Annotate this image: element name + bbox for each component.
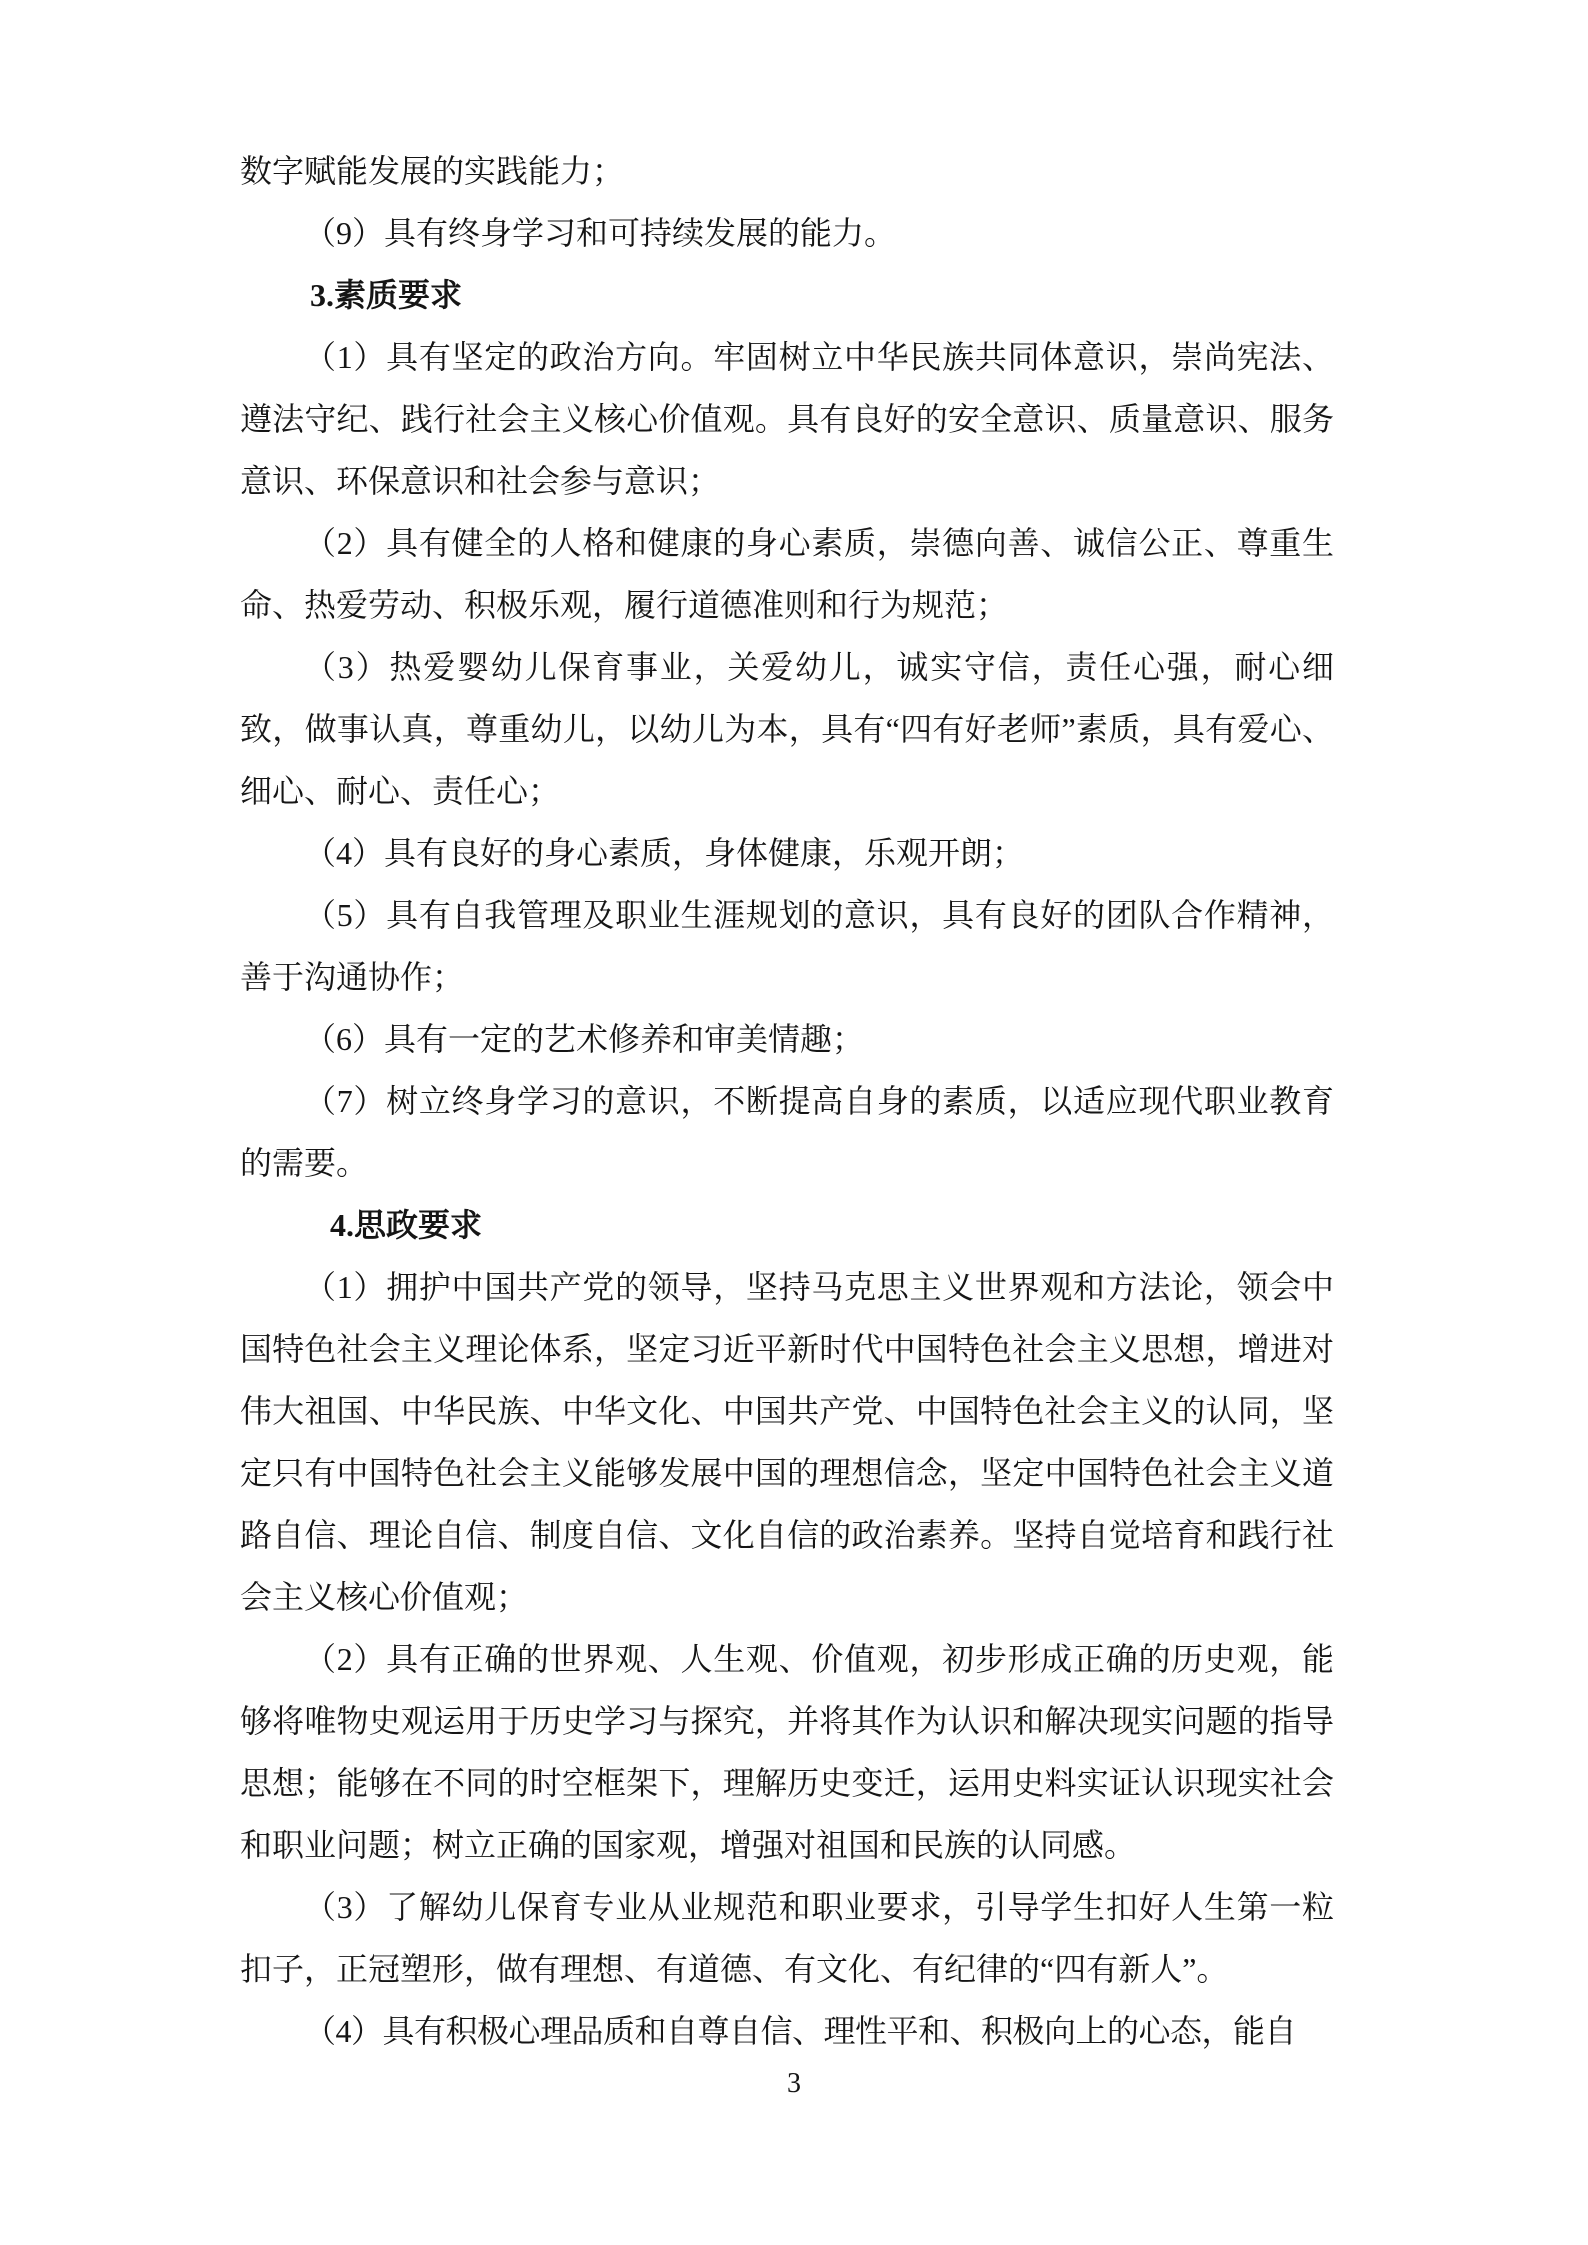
paragraph-quality-2: （2）具有健全的人格和健康的身心素质，崇德向善、诚信公正、尊重生命、热爱劳动、积极乐观，履行道德准则和行为规范； [240,525,1334,623]
section-heading-quality: 3.素质要求 [310,277,463,313]
paragraph-quality-3: （3）热爱婴幼儿保育事业，关爱幼儿，诚实守信，责任心强，耐心细致，做事认真，尊重幼儿，以幼儿为本，具有“四有好老师”素质，具有爱心、细心、耐心、责任心； [240,649,1334,809]
paragraph-quality-4: （4）具有良好的身心素质，身体健康，乐观开朗； [304,835,1025,871]
paragraph-quality-7: （7）树立终身学习的意识，不断提高自身的素质，以适应现代职业教育的需要。 [240,1083,1334,1181]
paragraph-quality-1: （1）具有坚定的政治方向。牢固树立中华民族共同体意识，崇尚宪法、遵法守纪、践行社会主义核心价值观。具有良好的安全意识、质量意识、服务意识、环保意识和社会参与意识； [240,339,1334,499]
paragraph-ideology-1: （1）拥护中国共产党的领导，坚持马克思主义世界观和方法论，领会中国特色社会主义理论体系，坚定习近平新时代中国特色社会主义思想，增进对伟大祖国、中华民族、中华文化、中国共产党、中国特色社会主义的认同，坚定只有中国特色社会主义能够发展中国的理想信念，坚定中国特色社会主义道路自信、理论自信、制度自信、文化自信的政治素养。坚持自觉培育和践行社会主义核心价值观； [240,1269,1334,1615]
paragraph-item-9: （9）具有终身学习和可持续发展的能力。 [304,215,897,251]
paragraph-quality-5: （5）具有自我管理及职业生涯规划的意识，具有良好的团队合作精神，善于沟通协作； [240,897,1334,995]
page-footer [0,2062,1588,2106]
document-body [240,140,1334,2062]
paragraph-ideology-4: （4）具有积极心理品质和自尊自信、理性平和、积极向上的心态，能自 [304,2013,1297,2049]
paragraph-ideology-3: （3）了解幼儿保育专业从业规范和职业要求，引导学生扣好人生第一粒扣子，正冠塑形，做有理想、有道德、有文化、有纪律的“四有新人”。 [240,1889,1334,1987]
paragraph-continuation: 数字赋能发展的实践能力； [240,153,625,189]
paragraph-quality-6: （6）具有一定的艺术修养和审美情趣； [304,1021,865,1057]
page-number: 3 [787,2068,801,2099]
paragraph-ideology-2: （2）具有正确的世界观、人生观、价值观，初步形成正确的历史观，能够将唯物史观运用于历史学习与探究，并将其作为认识和解决现实问题的指导思想；能够在不同的时空框架下，理解历史变迁，运用史料实证认识现实社会和职业问题；树立正确的国家观，增强对祖国和民族的认同感。 [240,1641,1334,1863]
section-heading-ideology: 4.思政要求 [330,1207,483,1243]
